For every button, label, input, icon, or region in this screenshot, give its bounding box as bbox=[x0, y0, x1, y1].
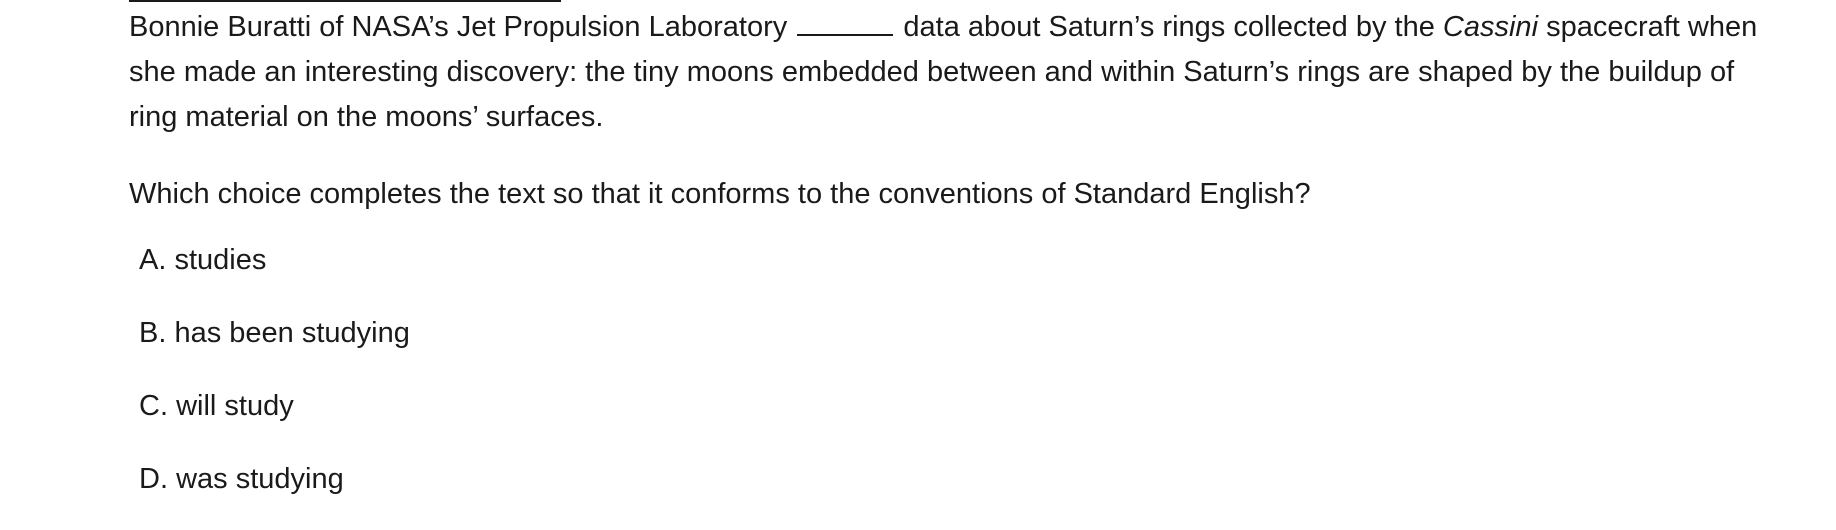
spacecraft-name: Cassini bbox=[1442, 11, 1539, 43]
answer-choices bbox=[139, 238, 410, 530]
choice-c[interactable] bbox=[139, 384, 410, 457]
choice-letter: C. bbox=[139, 390, 168, 422]
choice-text: has been studying bbox=[174, 317, 410, 349]
passage-before-blank: Bonnie Buratti of NASA’s Jet Propulsion Laboratory bbox=[129, 11, 788, 43]
answer-blank bbox=[797, 4, 893, 36]
passage-rest: spacecraft when she made an interesting discovery: the tiny moons embedded between and within Saturn’s rings are shaped by the buildup of ring material on the moons’ surfaces. bbox=[129, 11, 1758, 133]
top-divider bbox=[129, 0, 561, 2]
passage-text bbox=[129, 4, 1779, 140]
choice-text: was studying bbox=[176, 463, 344, 495]
choice-b[interactable] bbox=[139, 311, 410, 384]
choice-text: studies bbox=[174, 244, 267, 276]
choice-d[interactable] bbox=[139, 457, 410, 530]
choice-a[interactable] bbox=[139, 238, 410, 311]
choice-letter: B. bbox=[139, 317, 167, 349]
choice-letter: A. bbox=[139, 244, 167, 276]
choice-letter: D. bbox=[139, 463, 168, 495]
choice-text: will study bbox=[176, 390, 294, 422]
passage-after-blank: data about Saturn’s rings collected by the bbox=[903, 11, 1435, 43]
question-prompt: Which choice completes the text so that it conforms to the conventions of Standard English? bbox=[129, 178, 1311, 210]
